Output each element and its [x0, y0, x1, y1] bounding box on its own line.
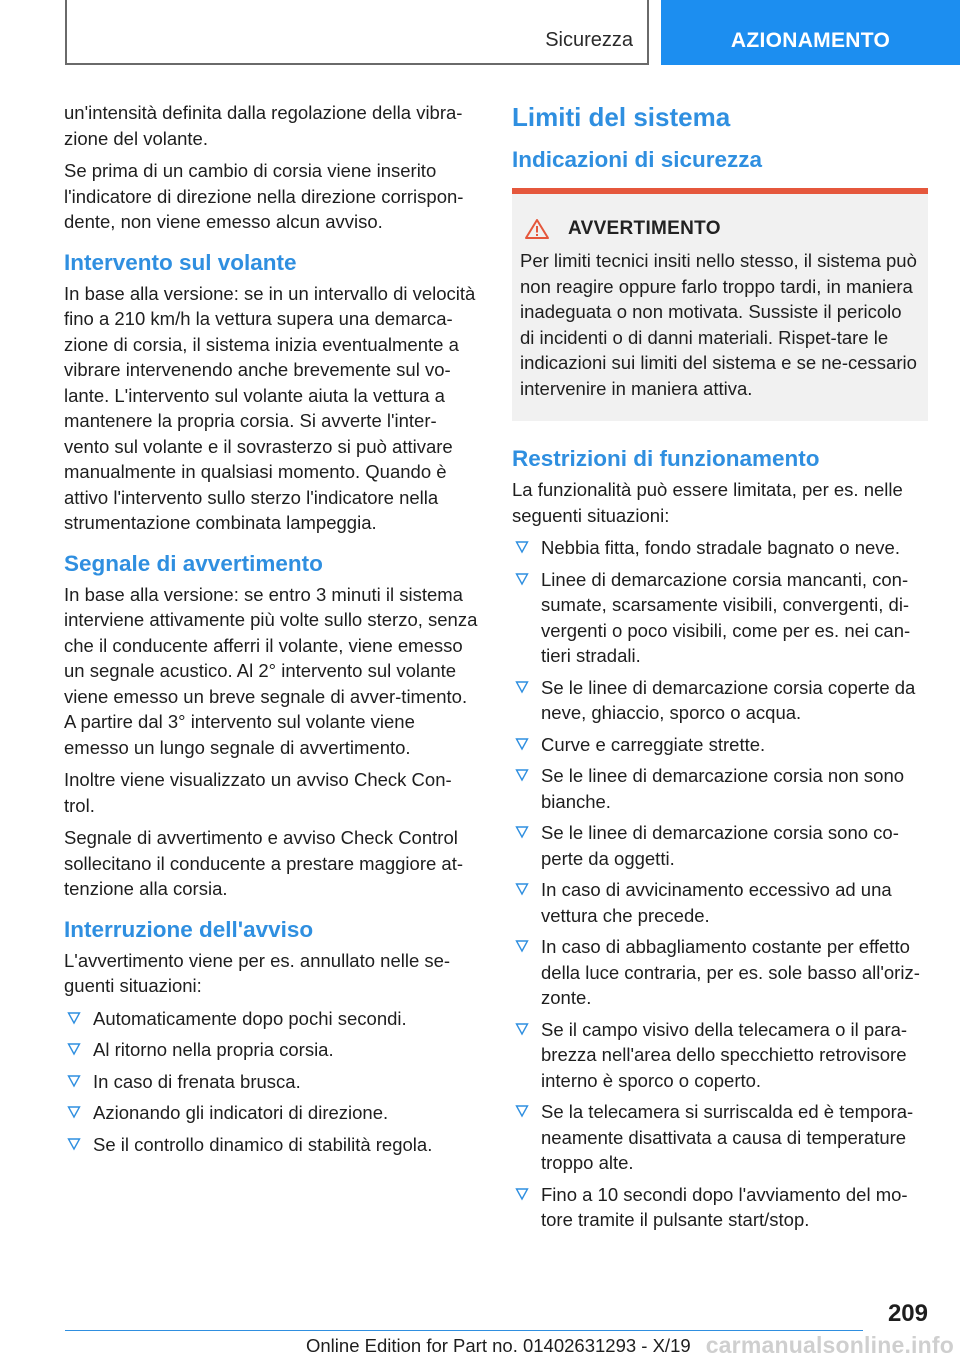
edition-note: Online Edition for Part no. 01402631293 - X/19: [306, 1335, 691, 1356]
warning-text: Per limiti tecnici insiti nello stesso, il sistema può non reagire oppure farlo troppo tardi, in maniera inadeguata o non motivata. Sussiste il pericolo di incidenti o di danni materiali. Rispet-tare le indicazioni sui limiti del sistema e se ne-cessario intervenire in maniera attiva.: [520, 250, 917, 399]
warning-box: [512, 188, 928, 421]
heading-limiti: Limiti del sistema: [512, 102, 731, 132]
list-item: Azionando gli indicatori di direzione.: [64, 1100, 478, 1126]
list-item: Se le linee di demarcazione corsia non sono bianche.: [512, 763, 928, 814]
list-item: Se il campo visivo della telecamera o il para-brezza nell'area dello specchietto retrovisore interno è sporco o coperto.: [512, 1017, 928, 1094]
paragraph: Inoltre viene visualizzato un avviso Check Con-trol.: [64, 769, 452, 816]
triangle-bullet-icon: [515, 939, 529, 953]
warning-title: AVVERTIMENTO: [568, 218, 721, 239]
section-tab: [65, 0, 649, 65]
triangle-bullet-icon: [515, 882, 529, 896]
triangle-bullet-icon: [515, 768, 529, 782]
paragraph: L'avvertimento viene per es. annullato nelle se-guenti situazioni:: [64, 949, 451, 996]
triangle-bullet-icon: [515, 825, 529, 839]
list-item: Se le linee di demarcazione corsia coperte da neve, ghiaccio, sporco o acqua.: [512, 675, 928, 726]
triangle-bullet-icon: [515, 680, 529, 694]
triangle-bullet-icon: [515, 1022, 529, 1036]
list-item: Nebbia fitta, fondo stradale bagnato o neve.: [512, 535, 928, 561]
list-item: Se la telecamera si surriscalda ed è tempora-neamente disattivata a causa di temperature troppo alte.: [512, 1099, 928, 1176]
heading-segnale: Segnale di avvertimento: [64, 550, 323, 576]
bullet-list: [512, 535, 928, 1233]
list-item: Se il controllo dinamico di stabilità regola.: [64, 1132, 478, 1158]
paragraph: La funzionalità può essere limitata, per es. nelle seguenti situazioni:: [512, 479, 903, 526]
heading-restrizioni: Restrizioni di funzionamento: [512, 446, 820, 471]
triangle-bullet-icon: [515, 1104, 529, 1118]
list-item: Fino a 10 secondi dopo l'avviamento del mo-tore tramite il pulsante start/stop.: [512, 1182, 928, 1233]
heading-intervento: Intervento sul volante: [64, 249, 297, 275]
heading-indicazioni: Indicazioni di sicurezza: [512, 147, 763, 172]
section-tab-label: Sicurezza: [545, 29, 633, 51]
paragraph: In base alla versione: se entro 3 minuti il sistema interviene attivamente più volte sullo sterzo, senza che il conducente afferri il volante, viene emesso un segnale acustico. Al 2° intervento sul volante viene emesso un breve segnale di avver-timento. A partire dal 3° intervento sul volante viene emesso un lungo segnale di avvertimento.: [64, 583, 478, 758]
paragraph: Se prima di un cambio di corsia viene inserito l'indicatore di direzione nella direzione corrispon-dente, non viene emesso alcun avviso.: [64, 160, 464, 232]
triangle-bullet-icon: [67, 1137, 81, 1151]
right-column: [512, 100, 928, 1239]
paragraph: Segnale di avvertimento e avviso Check Control sollecitano il conducente a prestare maggiore at-tenzione alla corsia.: [64, 827, 464, 899]
triangle-bullet-icon: [67, 1074, 81, 1088]
page-number: 209: [887, 1300, 928, 1327]
triangle-bullet-icon: [515, 572, 529, 586]
left-column: [64, 100, 478, 1163]
list-item: Se le linee di demarcazione corsia sono co-perte da oggetti.: [512, 820, 928, 871]
list-item: Curve e carreggiate strette.: [512, 732, 928, 758]
list-item: In caso di avvicinamento eccessivo ad una vettura che precede.: [512, 877, 928, 928]
list-item: Al ritorno nella propria corsia.: [64, 1037, 478, 1063]
triangle-bullet-icon: [67, 1042, 81, 1056]
watermark: carmanualsonline.info: [705, 1332, 954, 1358]
warning-header: [520, 218, 920, 240]
list-item: Linee di demarcazione corsia mancanti, con-sumate, scarsamente visibili, convergenti, di-vergenti o poco visibili, come per es. nei can-tieri stradali.: [512, 567, 928, 669]
list-item: Automaticamente dopo pochi secondi.: [64, 1006, 478, 1032]
triangle-bullet-icon: [515, 540, 529, 554]
triangle-bullet-icon: [515, 737, 529, 751]
paragraph: In base alla versione: se in un intervallo di velocità fino a 210 km/h la vettura supera una demarca-zione di corsia, il sistema inizia eventualmente a vibrare intervenendo anche brevemente sul vo-lante. L'intervento sul volante aiuta la vettura a mantenere la propria corsia. Si avverte l'inter-vento sul volante e il sovrasterzo si può attivare manualmente in qualsiasi momento. Quando è attivo l'intervento sullo sterzo l'indicatore nella strumentazione combinata lampeggia.: [64, 282, 476, 533]
triangle-bullet-icon: [67, 1011, 81, 1025]
paragraph: un'intensità definita dalla regolazione della vibra-zione del volante.: [64, 102, 463, 149]
list-item: In caso di frenata brusca.: [64, 1069, 478, 1095]
triangle-bullet-icon: [515, 1187, 529, 1201]
chapter-tab: [661, 0, 960, 65]
chapter-tab-label: AZIONAMENTO: [730, 29, 891, 52]
bullet-list: [64, 1006, 478, 1158]
footer-divider: [65, 1330, 863, 1331]
list-item: In caso di abbagliamento costante per effetto della luce contraria, per es. sole basso all'oriz-zonte.: [512, 934, 928, 1011]
triangle-bullet-icon: [67, 1105, 81, 1119]
warning-triangle-icon: [524, 218, 550, 240]
heading-interruzione: Interruzione dell'avviso: [64, 916, 314, 942]
